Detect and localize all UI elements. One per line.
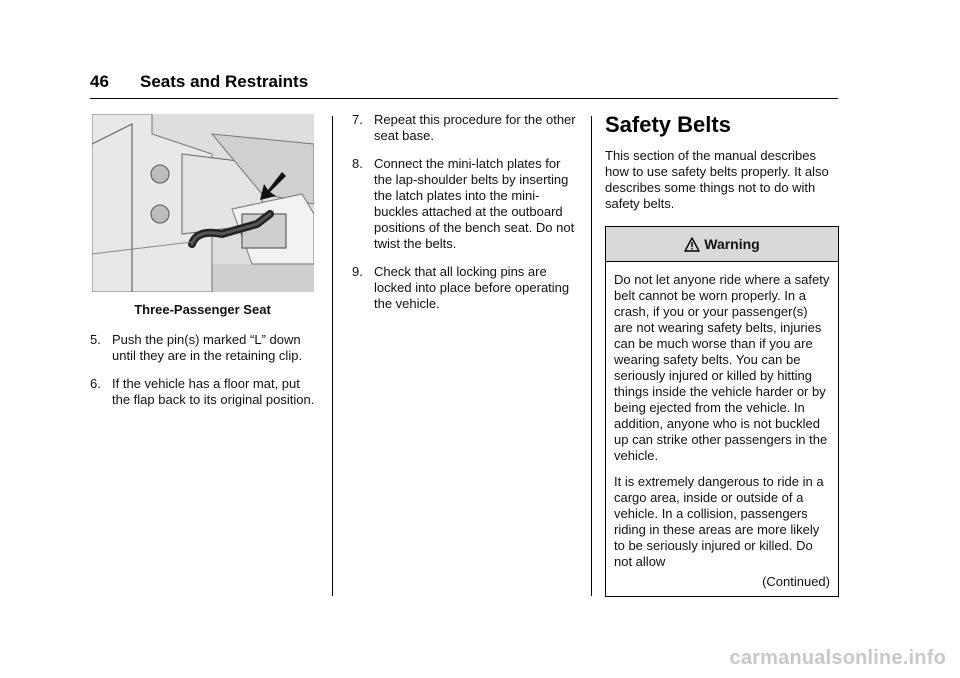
step-text: Repeat this procedure for the other seat base.: [374, 112, 576, 143]
step-number: 9.: [352, 264, 363, 279]
column-divider-2: [591, 116, 592, 596]
step-number: 8.: [352, 156, 363, 171]
seat-illustration: [92, 114, 314, 292]
warning-box: [605, 226, 839, 597]
intro-paragraph: This section of the manual describes how to use safety belts properly. It also describes some things not to do with safety belts.: [605, 148, 829, 211]
step-9: [352, 264, 577, 312]
step-7: [352, 112, 577, 144]
column-3: [605, 112, 839, 597]
step-8: [352, 156, 577, 252]
step-5: [90, 332, 315, 364]
warning-label: Warning: [704, 236, 760, 252]
section-title: Seats and Restraints: [140, 72, 309, 91]
page-number: 46: [90, 72, 109, 91]
warning-triangle-icon: [684, 237, 700, 252]
step-number: 7.: [352, 112, 363, 127]
step-text: Check that all locking pins are locked into place before operating the vehicle.: [374, 264, 570, 311]
step-text: Push the pin(s) marked “L” down until they are in the retaining clip.: [112, 332, 303, 363]
watermark: carmanualsonline.info: [729, 647, 946, 669]
column-2: [352, 112, 577, 324]
step-text: If the vehicle has a floor mat, put the flap back to its original position.: [112, 376, 315, 407]
page-header: [90, 72, 308, 92]
warning-body: [606, 262, 838, 596]
figure-caption: Three-Passenger Seat: [134, 302, 271, 317]
header-rule: [90, 98, 838, 99]
continued-label: (Continued): [762, 574, 830, 589]
column-divider-1: [332, 116, 333, 596]
warning-header: [606, 227, 838, 262]
warning-paragraph: Do not let anyone ride where a safety belt cannot be worn properly. In a crash, if you or your passenger(s) are not wearing safety belts, injuries can be much worse than if you are wearing safety belts. You can be seriously injured or killed by hitting things inside the vehicle harder or by being ejected from the vehicle. In addition, anyone who is not buckled up can strike other passengers in the vehicle.: [614, 272, 830, 463]
section-heading: Safety Belts: [605, 112, 731, 137]
step-number: 5.: [90, 332, 101, 347]
column-1: [90, 114, 315, 420]
step-number: 6.: [90, 376, 101, 391]
step-text: Connect the mini-latch plates for the lap-shoulder belts by inserting the latch plates into the mini-buckles attached at the outboard positions of the bench seat. Do not twist the belts.: [374, 156, 575, 251]
warning-paragraph: It is extremely dangerous to ride in a cargo area, inside or outside of a vehicle. In a collision, passengers riding in these areas are more likely to be seriously injured or killed. Do not allow: [614, 474, 824, 569]
step-6: [90, 376, 315, 408]
